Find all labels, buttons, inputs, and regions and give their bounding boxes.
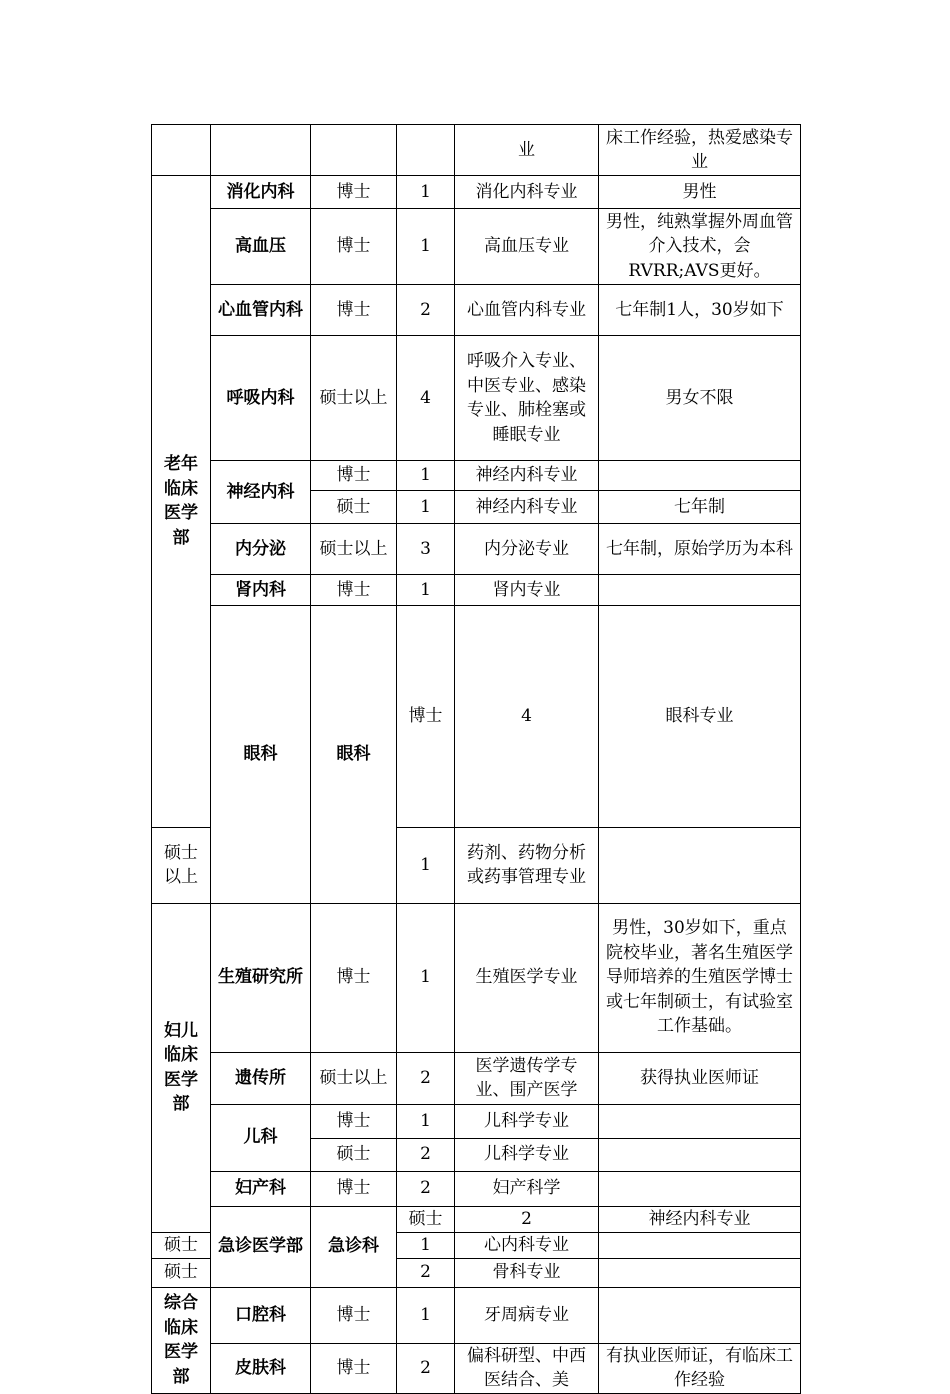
table-row <box>152 524 801 575</box>
note-cell: 有执业医师证，有临床工作经验 <box>599 1343 801 1393</box>
count-cell: 4 <box>397 336 455 461</box>
degree-cell: 博士 <box>311 461 397 491</box>
table-row <box>152 209 801 285</box>
degree-cell: 硕士 <box>152 1258 211 1287</box>
count-cell: 1 <box>397 903 455 1052</box>
major-cell: 骨科专业 <box>455 1258 599 1287</box>
major-cell: 牙周病专业 <box>455 1287 599 1343</box>
table-row <box>152 606 801 828</box>
note-cell <box>599 575 801 606</box>
note-cell: 七年制 <box>599 491 801 524</box>
count-cell: 2 <box>397 285 455 336</box>
degree-cell: 博士 <box>311 1104 397 1138</box>
degree-cell: 博士 <box>311 1343 397 1393</box>
note-cell <box>599 1171 801 1206</box>
major-cell: 妇产科学 <box>455 1171 599 1206</box>
table-row <box>152 1206 801 1232</box>
degree-cell: 博士 <box>311 285 397 336</box>
subdepartment-cell: 生殖研究所 <box>211 903 311 1052</box>
degree-cell: 硕士以上 <box>311 524 397 575</box>
count-cell: 2 <box>397 1052 455 1104</box>
note-cell: 男性 <box>599 176 801 209</box>
major-cell: 儿科学专业 <box>455 1104 599 1138</box>
table-row <box>152 1052 801 1104</box>
subdepartment-cell: 神经内科 <box>211 461 311 524</box>
major-cell: 业 <box>455 125 599 176</box>
subdepartment-cell: 内分泌 <box>211 524 311 575</box>
count-cell: 1 <box>397 1232 455 1258</box>
subdepartment-cell: 儿科 <box>211 1104 311 1171</box>
major-cell: 偏科研型、中西医结合、美 <box>455 1343 599 1393</box>
subdepartment-cell: 口腔科 <box>211 1287 311 1343</box>
degree-cell: 硕士以上 <box>311 336 397 461</box>
table-row <box>152 1287 801 1343</box>
table-row <box>152 176 801 209</box>
count-cell: 1 <box>397 176 455 209</box>
note-cell <box>599 1138 801 1171</box>
degree-cell: 硕士 <box>311 491 397 524</box>
department-cell: 综合临床医学部 <box>152 1287 211 1393</box>
degree-cell: 硕士 <box>152 1232 211 1258</box>
note-cell: 七年制1人，30岁如下 <box>599 285 801 336</box>
note-cell <box>599 461 801 491</box>
note-cell <box>599 1258 801 1287</box>
note-cell <box>599 1287 801 1343</box>
count-cell: 1 <box>397 575 455 606</box>
major-cell: 生殖医学专业 <box>455 903 599 1052</box>
count-cell: 3 <box>397 524 455 575</box>
count-cell: 1 <box>397 209 455 285</box>
degree-cell: 硕士以上 <box>152 827 211 903</box>
subdepartment-cell <box>211 125 311 176</box>
count-cell: 1 <box>397 461 455 491</box>
department-cell: 老年临床医学部 <box>152 176 211 828</box>
subdepartment-cell: 高血压 <box>211 209 311 285</box>
note-cell <box>599 1232 801 1258</box>
subdepartment-cell: 心血管内科 <box>211 285 311 336</box>
count-cell: 1 <box>397 1104 455 1138</box>
count-cell: 2 <box>455 1206 599 1232</box>
count-cell: 1 <box>397 491 455 524</box>
recruitment-table <box>151 124 801 1394</box>
major-cell: 高血压专业 <box>455 209 599 285</box>
note-cell: 床工作经验，热爱感染专业 <box>599 125 801 176</box>
note-cell: 男性，纯熟掌握外周血管介入技术，会RVRR;AVS更好。 <box>599 209 801 285</box>
department-cell: 眼科 <box>211 606 311 904</box>
degree-cell: 博士 <box>311 209 397 285</box>
count-cell: 1 <box>397 827 455 903</box>
note-cell: 男性，30岁如下，重点院校毕业，著名生殖医学导师培养的生殖医学博士或七年制硕士，有试验室工作基础。 <box>599 903 801 1052</box>
major-cell: 心血管内科专业 <box>455 285 599 336</box>
table-row <box>152 285 801 336</box>
subdepartment-cell: 肾内科 <box>211 575 311 606</box>
subdepartment-cell: 呼吸内科 <box>211 336 311 461</box>
degree-cell: 博士 <box>311 903 397 1052</box>
major-cell: 消化内科专业 <box>455 176 599 209</box>
count-cell <box>397 125 455 176</box>
subdepartment-cell: 眼科 <box>311 606 397 904</box>
subdepartment-cell: 妇产科 <box>211 1171 311 1206</box>
major-cell: 心内科专业 <box>455 1232 599 1258</box>
note-cell: 获得执业医师证 <box>599 1052 801 1104</box>
major-cell: 神经内科专业 <box>455 461 599 491</box>
subdepartment-cell: 急诊科 <box>311 1206 397 1287</box>
major-cell: 神经内科专业 <box>599 1206 801 1232</box>
department-cell: 急诊医学部 <box>211 1206 311 1287</box>
note-cell: 男女不限 <box>599 336 801 461</box>
major-cell: 药剂、药物分析或药事管理专业 <box>455 827 599 903</box>
degree-cell: 博士 <box>311 1287 397 1343</box>
major-cell: 呼吸介入专业、中医专业、感染专业、肺栓塞或睡眠专业 <box>455 336 599 461</box>
count-cell: 2 <box>397 1258 455 1287</box>
degree-cell: 硕士以上 <box>311 1052 397 1104</box>
subdepartment-cell: 遗传所 <box>211 1052 311 1104</box>
major-cell: 眼科专业 <box>599 606 801 828</box>
note-cell <box>599 1104 801 1138</box>
subdepartment-cell: 消化内科 <box>211 176 311 209</box>
degree-cell: 博士 <box>311 176 397 209</box>
subdepartment-cell: 皮肤科 <box>211 1343 311 1393</box>
department-cell <box>152 125 211 176</box>
major-cell: 神经内科专业 <box>455 491 599 524</box>
department-cell: 妇儿临床医学部 <box>152 903 211 1232</box>
degree-cell <box>311 125 397 176</box>
table-row <box>152 1343 801 1393</box>
degree-cell: 硕士 <box>311 1138 397 1171</box>
count-cell: 2 <box>397 1343 455 1393</box>
table-row <box>152 903 801 1052</box>
major-cell: 儿科学专业 <box>455 1138 599 1171</box>
table-row <box>152 125 801 176</box>
count-cell: 1 <box>397 1287 455 1343</box>
major-cell: 医学遗传学专业、围产医学 <box>455 1052 599 1104</box>
table-row <box>152 1104 801 1138</box>
table-row <box>152 575 801 606</box>
degree-cell: 博士 <box>397 606 455 828</box>
degree-cell: 博士 <box>311 1171 397 1206</box>
count-cell: 2 <box>397 1171 455 1206</box>
major-cell: 内分泌专业 <box>455 524 599 575</box>
major-cell: 肾内专业 <box>455 575 599 606</box>
table-row <box>152 336 801 461</box>
table-row <box>152 461 801 491</box>
count-cell: 2 <box>397 1138 455 1171</box>
degree-cell: 博士 <box>311 575 397 606</box>
table-row <box>152 1171 801 1206</box>
note-cell <box>599 827 801 903</box>
degree-cell: 硕士 <box>397 1206 455 1232</box>
note-cell: 七年制，原始学历为本科 <box>599 524 801 575</box>
count-cell: 4 <box>455 606 599 828</box>
